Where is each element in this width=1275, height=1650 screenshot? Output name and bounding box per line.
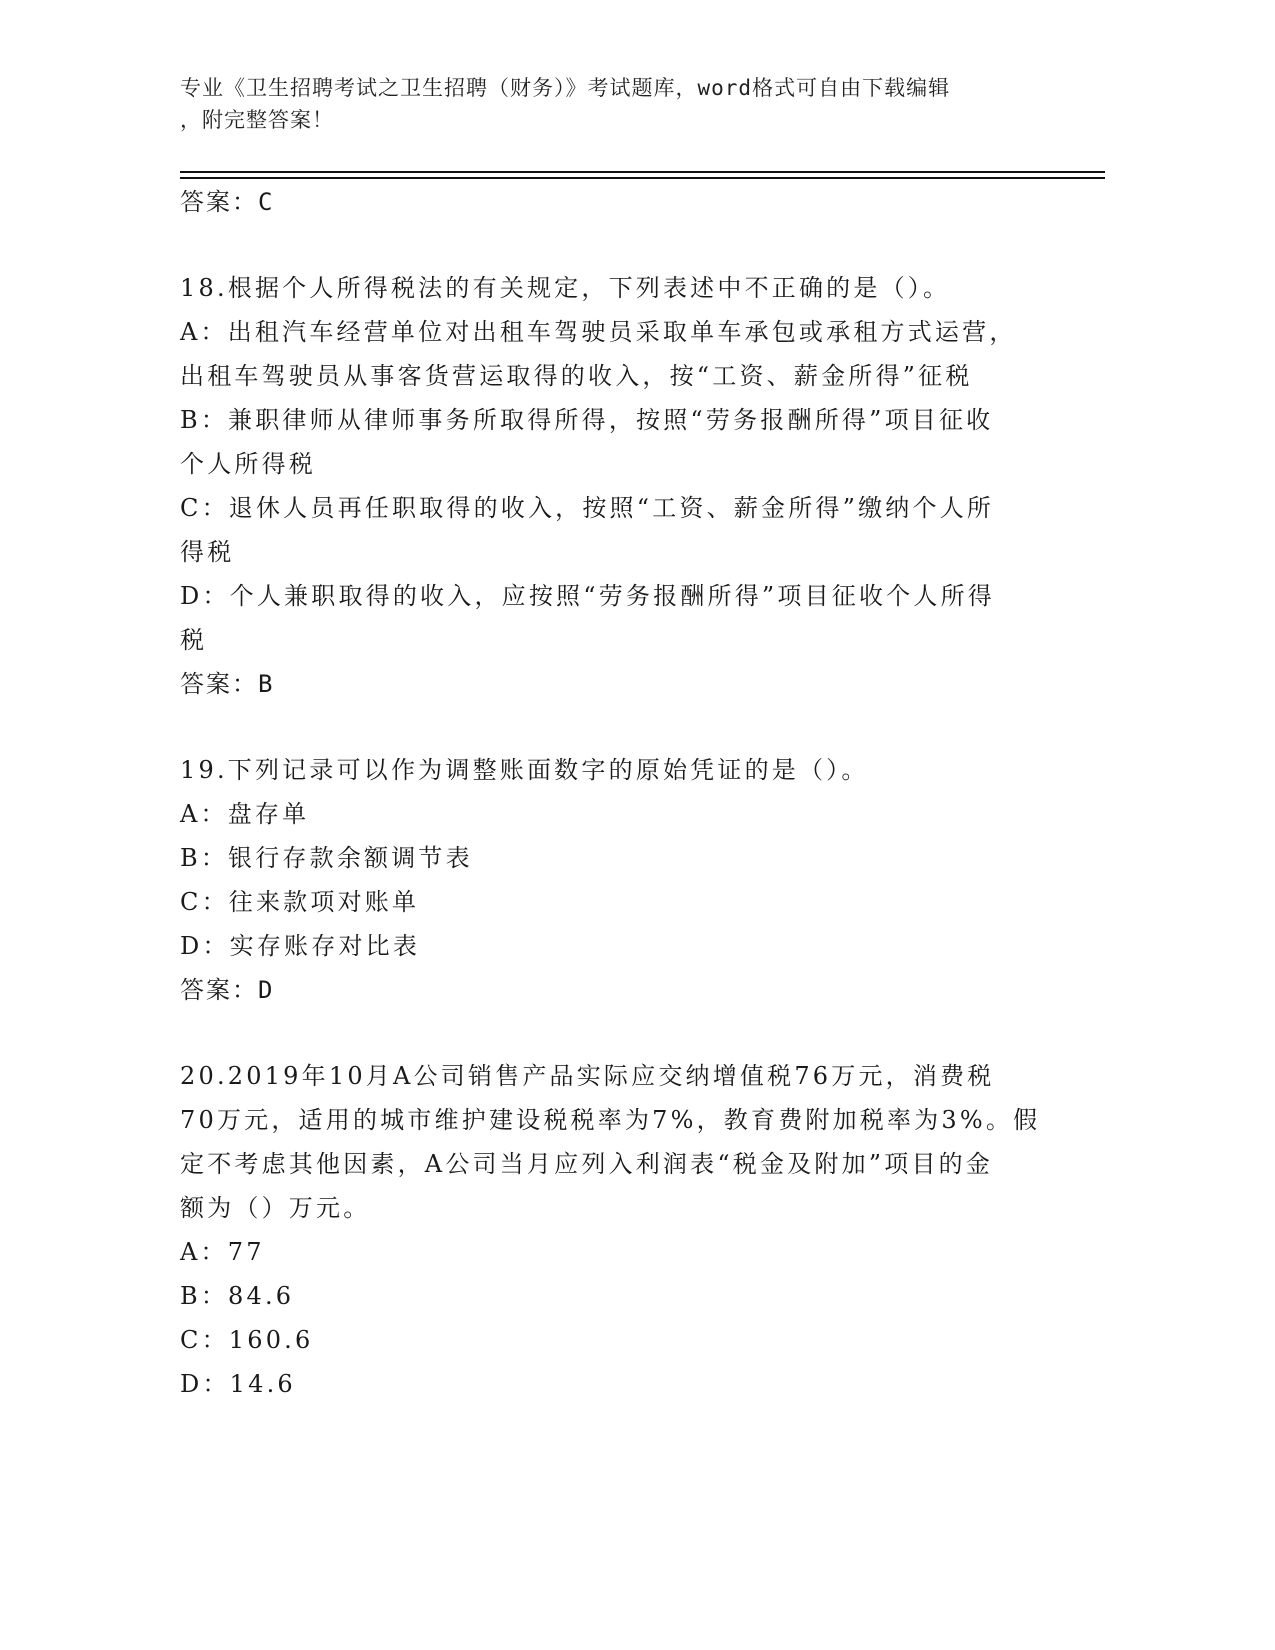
question-18-option-a-line-2: 出租车驾驶员从事客货营运取得的收入，按“工资、薪金所得”征税 [180, 362, 973, 390]
question-18 [180, 266, 1060, 706]
question-19-option-b: B：银行存款余额调节表 [180, 844, 473, 872]
question-content [180, 180, 1060, 1406]
question-20-option-b: B：84.6 [180, 1282, 295, 1310]
question-18-stem: 18.根据个人所得税法的有关规定，下列表述中不正确的是（）。 [180, 274, 951, 302]
answer-19: 答案：D [180, 976, 275, 1004]
question-20-option-a: A：77 [180, 1238, 265, 1266]
header-title-line-2: ，附完整答案！ [180, 108, 334, 132]
question-18-option-b-line-2: 个人所得税 [180, 450, 316, 478]
question-19-option-c: C：往来款项对账单 [180, 888, 420, 916]
question-18-option-d-line-1: D：个人兼职取得的收入，应按照“劳务报酬所得”项目征收个人所得 [180, 582, 995, 610]
question-20-option-d: D：14.6 [180, 1370, 296, 1398]
question-20 [180, 1054, 1060, 1406]
document-header [180, 72, 1060, 136]
question-20-stem-line-3: 定不考虑其他因素，A公司当月应列入利润表“税金及附加”项目的金 [180, 1150, 994, 1178]
answer-17: 答案：C [180, 188, 275, 216]
header-title-line-1: 专业《卫生招聘考试之卫生招聘（财务）》考试题库，word格式可自由下载编辑 [180, 76, 951, 100]
question-19-option-d: D：实存账存对比表 [180, 932, 421, 960]
question-18-option-d-line-2: 税 [180, 626, 208, 654]
spacer [180, 224, 1060, 266]
question-19-option-a: A：盘存单 [180, 800, 310, 828]
question-19-stem: 19.下列记录可以作为调整账面数字的原始凭证的是（）。 [180, 756, 869, 784]
header-divider-top [180, 171, 1105, 173]
question-19 [180, 748, 1060, 1012]
spacer [180, 706, 1060, 748]
question-20-stem-line-2: 70万元，适用的城市维护建设税税率为7%，教育费附加税率为3%。假 [180, 1106, 1041, 1134]
question-20-stem-line-1: 20.2019年10月A公司销售产品实际应交纳增值税76万元，消费税 [180, 1062, 995, 1090]
question-18-option-b-line-1: B：兼职律师从律师事务所取得所得，按照“劳务报酬所得”项目征收 [180, 406, 994, 434]
question-20-stem-line-4: 额为（）万元。 [180, 1194, 371, 1222]
answer-18: 答案：B [180, 670, 275, 698]
header-divider-bottom [180, 177, 1105, 179]
question-18-option-c-line-2: 得税 [180, 538, 235, 566]
question-18-option-a-line-1: A：出租汽车经营单位对出租车驾驶员采取单车承包或承租方式运营， [180, 318, 1017, 346]
question-20-option-c: C：160.6 [180, 1326, 314, 1354]
question-18-option-c-line-1: C：退休人员再任职取得的收入，按照“工资、薪金所得”缴纳个人所 [180, 494, 995, 522]
spacer [180, 1012, 1060, 1054]
